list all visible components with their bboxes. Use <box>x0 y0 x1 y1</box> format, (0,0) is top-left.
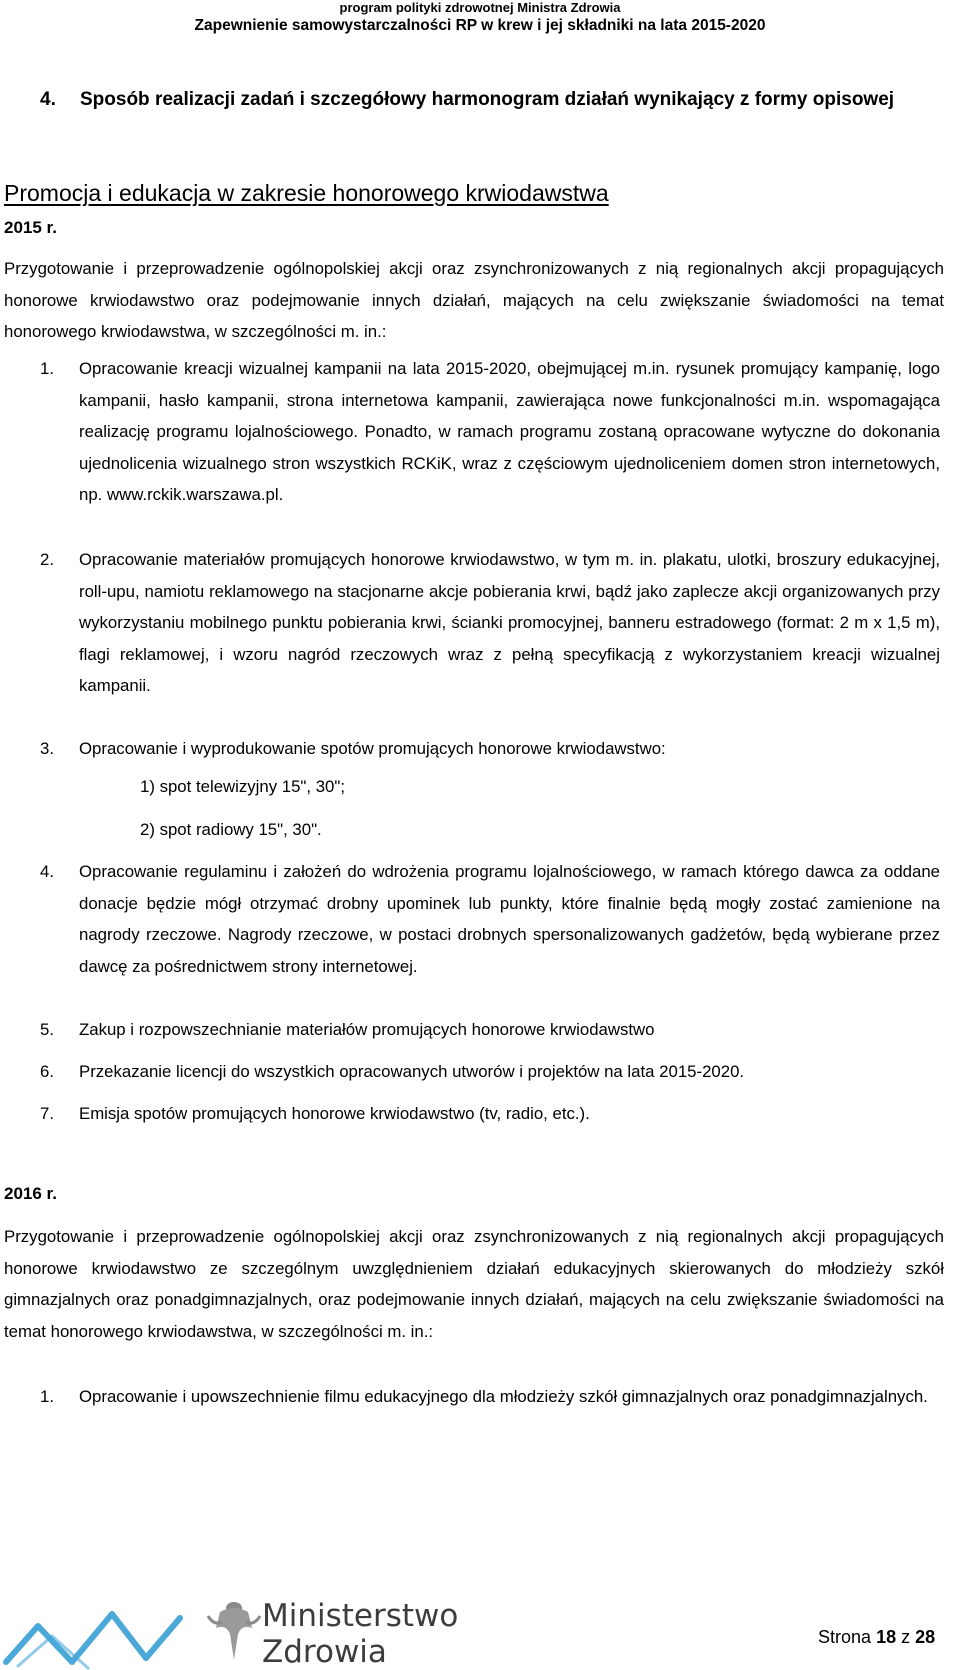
list-item-number: 4. <box>40 862 54 881</box>
header-program-line: program polityki zdrowotnej Ministra Zdrowia <box>339 0 621 15</box>
logo-text-line1: Ministerstwo <box>262 1598 459 1634</box>
eagle-emblem <box>208 1602 260 1660</box>
list-item-number: 5. <box>40 1020 54 1039</box>
list-item-text: Opracowanie materiałów promujących honorowe krwiodawstwo, w tym m. in. plakatu, ulotki, broszury edukacyjnej, roll-upu, namiotu reklamowego na stacjonarne akcje pobierania krwi, bądź jako zaplecze akcji organizowanych przy wykorzystaniu mobilnego punktu pobierania krwi, ścianki promocyjnej, banneru estradowego (format: 2 m x 1,5 m), flagi reklamowej, i wzoru nagród rzeczowych wraz z pełną specyfikacją z wykorzystaniem kreacji wizualnej kampanii. <box>79 550 940 695</box>
spot-item: 2) spot radiowy 15", 30". <box>140 820 322 839</box>
year-2015-label: 2015 r. <box>4 218 57 237</box>
section-number: 4. <box>40 89 56 110</box>
list-item-number: 1. <box>40 1387 54 1406</box>
list-item-text: Emisja spotów promujących honorowe krwiodawstwo (tv, radio, etc.). <box>79 1104 590 1123</box>
list-item-number: 2. <box>40 550 54 569</box>
list-item <box>40 856 940 982</box>
list-item <box>40 733 940 765</box>
list-item <box>40 1098 940 1130</box>
page-number <box>818 1627 935 1648</box>
list-item-number: 1. <box>40 359 54 378</box>
page-total: 28 <box>915 1627 936 1647</box>
ministry-logo <box>0 1588 470 1670</box>
subheading: Promocja i edukacja w zakresie honorowego krwiodawstwa <box>4 180 609 206</box>
list-item-text: Opracowanie i upowszechnienie filmu edukacyjnego dla młodzieży szkół gimnazjalnych oraz ponadgimnazjalnych. <box>79 1387 928 1406</box>
list-item-text: Opracowanie kreacji wizualnej kampanii na lata 2015-2020, obejmującej m.in. rysunek promujący kampanię, logo kampanii, hasło kampanii, strona internetowa kampanii, zawierająca nowe funkcjonalności m.in. wspomagająca realizację programu lojalnościowego. Ponadto, w ramach programu zostaną opracowane wytyczne do dokonania ujednolicenia wizualnego stron wszystkich RCKiK, wraz z częściowym ujednoliceniem domen stron internetowych, np. www.rckik.warszawa.pl. <box>79 359 940 504</box>
year-2015-intro: Przygotowanie i przeprowadzenie ogólnopolskiej akcji oraz zsynchronizowanych z nią regionalnych akcji propagujących honorowe krwiodawstwo oraz podejmowanie innych działań, mających na celu zwiększanie świadomości na temat honorowego krwiodawstwa, w szczególności m. in.: <box>4 259 944 341</box>
section-heading <box>40 84 940 115</box>
list-item-text: Opracowanie regulaminu i założeń do wdrożenia programu lojalnościowego, w ramach którego dawca za oddane donacje będzie mógł otrzymać drobny upominek lub punkty, które finalnie będą mogły zostać zamienione na nagrody rzeczowe. Nagrody rzeczowe, w postaci drobnych spersonalizowanych gadżetów, będą wybierane przez dawcę za pośrednictwem strony internetowej. <box>79 862 940 976</box>
spot-item: 1) spot telewizyjny 15", 30"; <box>140 777 345 796</box>
page-current: 18 <box>876 1627 897 1647</box>
year-2016-label: 2016 r. <box>4 1184 57 1203</box>
list-item-text: Opracowanie i wyprodukowanie spotów promujących honorowe krwiodawstwo: <box>79 739 666 758</box>
list-item <box>40 1014 940 1046</box>
list-item-number: 6. <box>40 1062 54 1081</box>
list-item <box>40 544 940 702</box>
page-prefix: Strona <box>818 1627 872 1647</box>
list-item <box>40 353 940 511</box>
year-2016-intro: Przygotowanie i przeprowadzenie ogólnopolskiej akcji oraz zsynchronizowanych z nią regionalnych akcji propagujących honorowe krwiodawstwo ze szczególnym uwzględnieniem działań edukacyjnych skierowanych do młodzieży szkół gimnazjalnych oraz ponadgimnazjalnych, oraz podejmowanie innych działań, mających na celu zwiększanie świadomości na temat honorowego krwiodawstwa, w szczególności m. in.: <box>4 1227 944 1341</box>
list-item <box>40 1381 940 1413</box>
list-item-number: 3. <box>40 739 54 758</box>
running-header <box>0 0 960 35</box>
list-item <box>40 1056 940 1088</box>
logo-text-line2: Zdrowia <box>262 1634 387 1670</box>
list-item-text: Przekazanie licencji do wszystkich opracowanych utworów i projektów na lata 2015-2020. <box>79 1062 745 1081</box>
header-title-line: Zapewnienie samowystarczalności RP w krew i jej składniki na lata 2015-2020 <box>194 17 766 34</box>
list-item-number: 7. <box>40 1104 54 1123</box>
page-separator: z <box>901 1627 911 1647</box>
section-title: Sposób realizacji zadań i szczegółowy harmonogram działań wynikający z formy opisowej <box>80 89 895 110</box>
list-item-text: Zakup i rozpowszechnianie materiałów promujących honorowe krwiodawstwo <box>79 1020 655 1039</box>
